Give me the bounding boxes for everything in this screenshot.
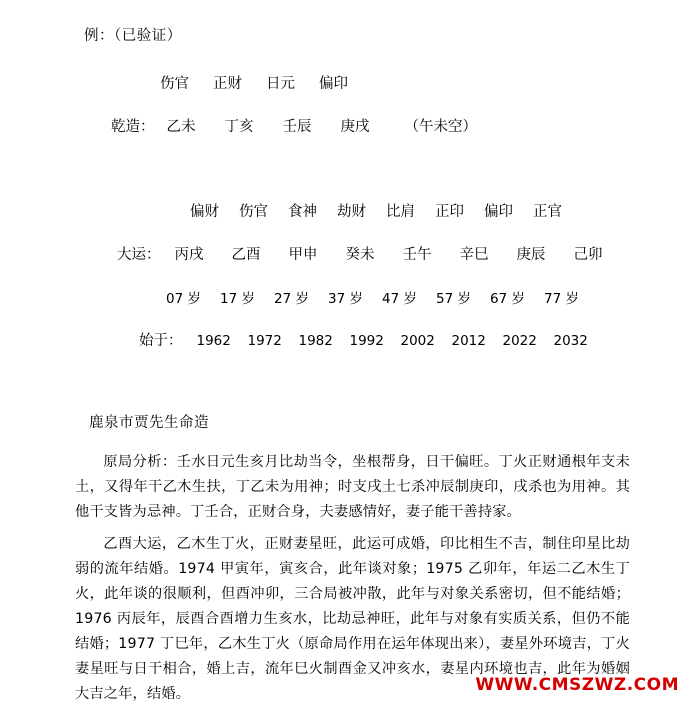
- analysis-paragraph: 原局分析：壬水日元生亥月比劫当令，坐根帮身，日干偏旺。丁火正财通根年支未土，又得年干乙木生扶，丁乙未为用神；时支戌土七杀冲辰制庚印，戌杀也为用神。其他干支皆为忌神。丁壬合，正财合身，夫妻感情好，妻子能干善持家。: [75, 454, 630, 520]
- natal-ten-god: 日元: [266, 76, 295, 92]
- natal-pillar: 壬辰: [282, 119, 312, 135]
- section-title: 鹿泉市贾先生命造: [89, 415, 209, 431]
- luck-year: 2032: [553, 333, 588, 349]
- luck-age: 37 岁: [328, 291, 363, 307]
- natal-ten-god: 正财: [213, 76, 242, 92]
- analysis-paragraph: 乙酉大运，乙木生丁火，正财妻星旺，此运可成婚，印比相生不吉，制住印星比劫弱的流年结婚。1974 甲寅年，寅亥合，此年谈对象；1975 乙卯年，年运二乙木生丁火，此年谈的很顺利，但酉冲卯，三合局被冲散，此年与对象关系密切，但不能结婚；1976 丙辰年，辰酉合酉增力生亥水，比劫忌神旺，此年与对象有实质关系，但仍不能结婚；1977 丁巳年，乙木生丁火（原命局作用在运年体现出来），妻星外环境吉，丁火妻星旺与日干相合，婚上吉，流年巳火制酉金又冲亥水，妻星内环境也吉，此年为婚姻大吉之年，结婚。: [75, 536, 630, 702]
- luck-age: 27 岁: [274, 291, 309, 307]
- luck-ten-god: 比肩: [386, 204, 415, 220]
- luck-pillars-row: [117, 243, 631, 264]
- void-note: （午未空）: [404, 119, 477, 135]
- luck-pillar: 丙戌: [174, 247, 204, 263]
- luck-pillar: 辛巳: [459, 247, 489, 263]
- luck-age: 57 岁: [436, 291, 471, 307]
- luck-pillar: 癸未: [345, 247, 375, 263]
- luck-ten-god: 正官: [533, 204, 562, 220]
- luck-years-row: [139, 329, 605, 350]
- natal-ten-god: 偏印: [319, 76, 348, 92]
- luck-age: 07 岁: [166, 291, 201, 307]
- luck-year: 2012: [451, 333, 486, 349]
- luck-ages-row: [166, 287, 598, 307]
- natal-pillar: 丁亥: [224, 119, 254, 135]
- footer-watermark-url: WWW.CMSZWZ.COM: [475, 675, 679, 695]
- natal-pillar: 庚戌: [340, 119, 370, 135]
- luck-pillar: 乙酉: [231, 247, 261, 263]
- luck-year: 1992: [349, 333, 384, 349]
- luck-pillar: 壬午: [402, 247, 432, 263]
- luck-ten-gods-row: [190, 200, 562, 221]
- luck-ten-god: 正印: [435, 204, 464, 220]
- luck-ten-god: 偏印: [484, 204, 513, 220]
- luck-year: 2022: [502, 333, 537, 349]
- luck-ten-god: 偏财: [190, 204, 219, 220]
- luck-label: 大运：: [117, 247, 161, 263]
- luck-age: 17 岁: [220, 291, 255, 307]
- example-label: 例：（已验证）: [84, 28, 182, 44]
- natal-pillar: 乙未: [166, 119, 196, 135]
- luck-year: 1982: [298, 333, 333, 349]
- luck-ten-god: 食神: [288, 204, 317, 220]
- natal-ten-god: 伤官: [160, 76, 189, 92]
- luck-ten-god: 伤官: [239, 204, 268, 220]
- natal-ten-gods-row: [160, 72, 348, 93]
- luck-start-label: 始于：: [139, 333, 183, 349]
- luck-year: 2002: [400, 333, 435, 349]
- luck-age: 67 岁: [490, 291, 525, 307]
- natal-chart-label: 乾造：: [111, 119, 155, 135]
- luck-age: 47 岁: [382, 291, 417, 307]
- luck-year: 1962: [196, 333, 231, 349]
- luck-pillar: 甲申: [288, 247, 318, 263]
- luck-ten-god: 劫财: [337, 204, 366, 220]
- luck-pillar: 庚辰: [516, 247, 546, 263]
- luck-age: 77 岁: [544, 291, 579, 307]
- natal-chart-row: [111, 115, 477, 136]
- luck-year: 1972: [247, 333, 282, 349]
- luck-pillar: 己卯: [573, 247, 603, 263]
